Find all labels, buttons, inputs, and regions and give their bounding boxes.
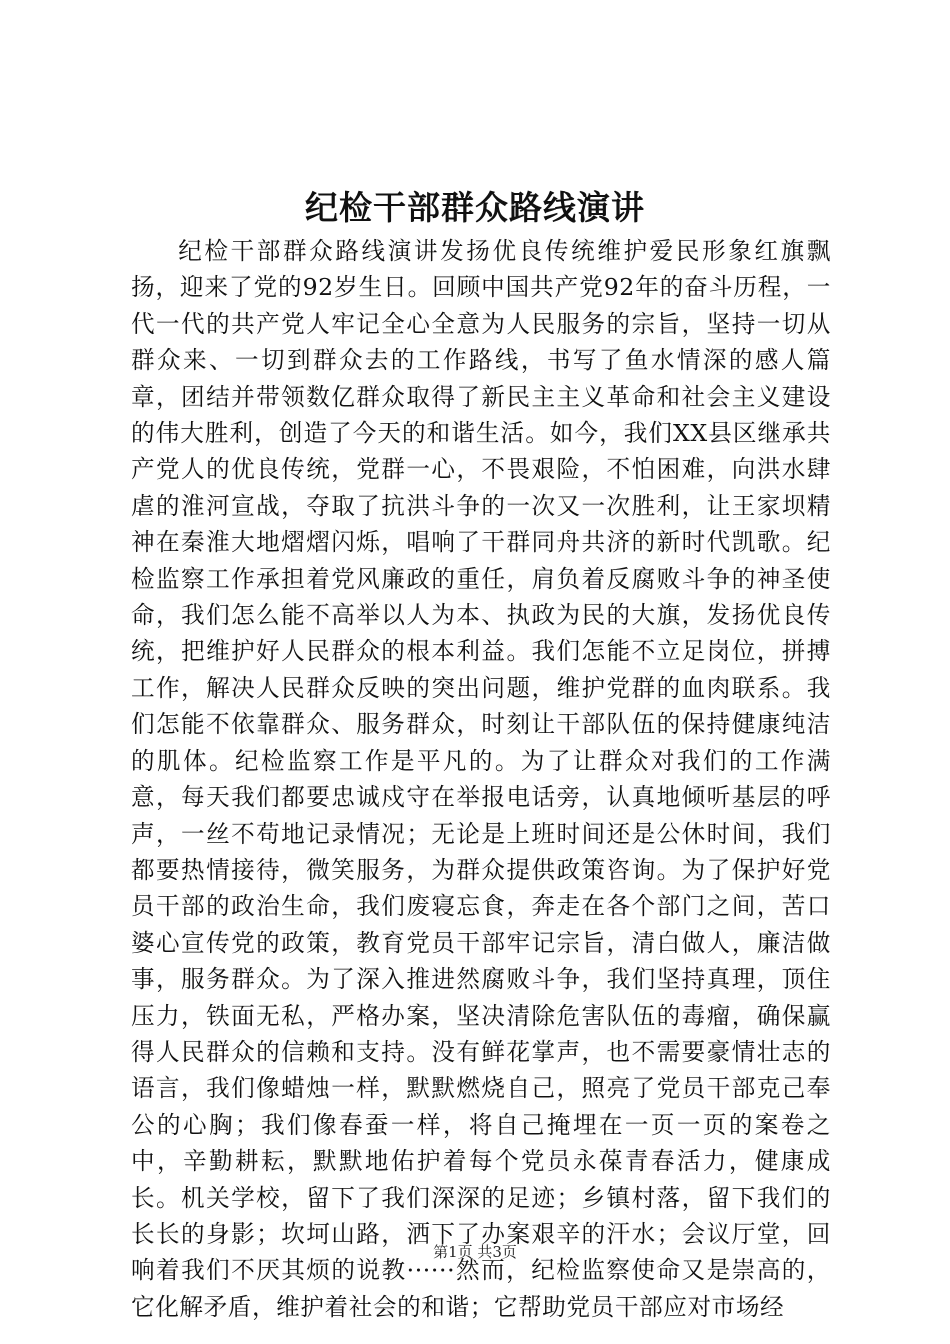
document-body: 纪检干部群众路线演讲发扬优良传统维护爱民形象红旗飘扬，迎来了党的92岁生日。回顾中国共产党92年的奋斗历程，一代一代的共产党人牢记全心全意为人民服务的宗旨，坚持一切从群众来、一切到群众去的工作路线，书写了鱼水情深的感人篇章，团结并带领数亿群众取得了新民主主义革命和社会主义建设的伟大胜利，创造了今天的和谐生活。如今，我们XX县区继承共产党人的优良传统，党群一心，不畏艰险，不怕困难，向洪水肆虐的淮河宣战，夺取了抗洪斗争的一次又一次胜利，让王家坝精神在秦淮大地熠熠闪烁，唱响了干群同舟共济的新时代凯歌。纪检监察工作承担着党风廉政的重任，肩负着反腐败斗争的神圣使命，我们怎么能不高举以人为本、执政为民的大旗，发扬优良传统，把维护好人民群众的根本利益。我们怎能不立足岗位，拼搏工作，解决人民群众反映的突出问题，维护党群的血肉联系。我们怎能不依靠群众、服务群众，时刻让干部队伍的保持健康纯洁的肌体。纪检监察工作是平凡的。为了让群众对我们的工作满意，每天我们都要忠诚戍守在举报电话旁，认真地倾听基层的呼声，一丝不苟地记录情况；无论是上班时间还是公休时间，我们都要热情接待，微笑服务，为群众提供政策咨询。为了保护好党员干部的政治生命，我们废寝忘食，奔走在各个部门之间，苦口婆心宣传党的政策，教育党员干部牢记宗旨，清白做人，廉洁做事，服务群众。为了深入推进然腐败斗争，我们坚持真理，顶住压力，铁面无私，严格办案，坚决清除危害队伍的毒瘤，确保赢得人民群众的信赖和支持。没有鲜花掌声，也不需要豪情壮志的语言，我们像蜡烛一样，默默燃烧自己，照亮了党员干部克己奉公的心胸；我们像春蚕一样，将自己掩埋在一页一页的案卷之中，辛勤耕耘，默默地佑护着每个党员永葆青春活力，健康成长。机关学校，留下了我们深深的足迹；乡镇村落，留下我们的长长的身影；坎坷山路，洒下了办案艰辛的汗水；会议厅堂，回响着我们不厌其烦的说教······然而，纪检监察使命又是崇高的，它化解矛盾，维护着社会的和谐；它帮助党员干部应对市场经: [131, 237, 831, 1321]
page-footer: 第1页 共3页: [433, 1243, 517, 1261]
document-title: 纪检干部群众路线演讲: [305, 188, 645, 227]
